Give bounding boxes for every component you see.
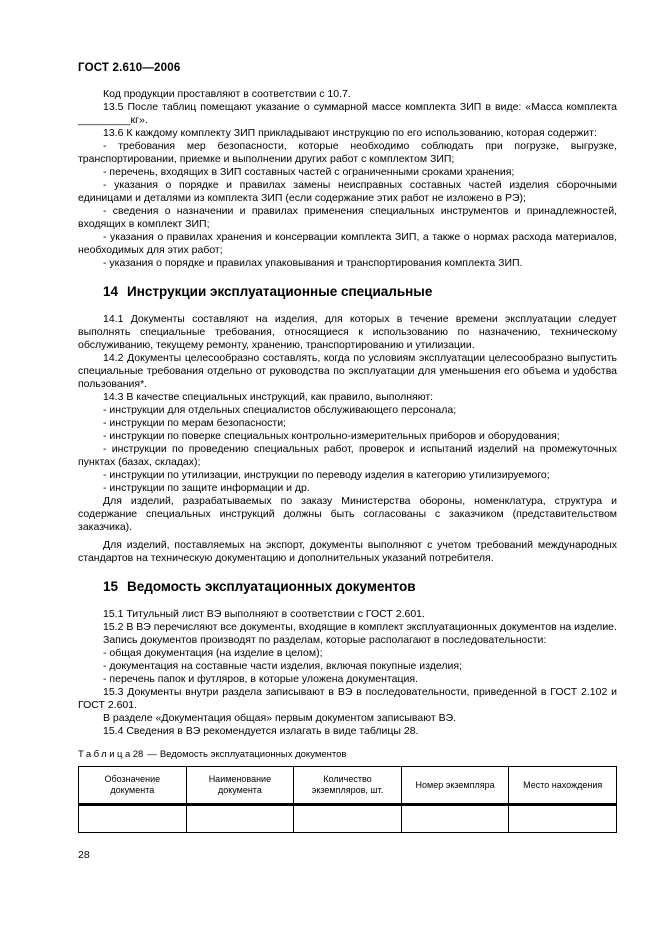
col-header-copy-number: Номер экземпляра [401,767,509,805]
list-item: - указания о правилах хранения и консервации комплекта ЗИП, а также о нормах расхода материалов, необходимых для этих работ; [78,231,617,256]
section-14-title: Инструкции эксплуатационные специальные [127,284,433,299]
table-caption-dash: — [147,749,157,760]
paragraph-defense-order: Для изделий, разрабатываемых по заказу Министерства обороны, номенклатура, структура и содержание специальных инструкций должны быть согласованы с заказчиком (представительством заказчика). [78,495,617,533]
list-item: - перечень папок и футляров, в которые уложена документация. [103,673,418,685]
section-15-heading [78,579,617,595]
paragraph-14-2: 14.2 Документы целесообразно составлять, когда по условиям эксплуатации целесообразно выпустить специальные требования отдельно от руководства по эксплуатации для уменьшения его объема и удобства пользования*. [78,352,617,390]
section-15-number: 15 [103,579,119,594]
list-item: - документация на составные части изделия, включая покупные изделия; [103,660,462,672]
list-item: - указания о порядке и правилах замены неисправных составных частей изделия сборочными единицами и деталями из комплекта ЗИП (если содержание этих работ не изложено в РЭ); [78,179,617,204]
document-number-header: ГОСТ 2.610—2006 [78,62,181,74]
cell-designation [79,805,187,833]
paragraph-14-3: 14.3 В качестве специальных инструкций, как правило, выполняют: [103,391,434,403]
table-caption-title: Ведомость эксплуатационных документов [159,749,347,760]
col-header-name: Наименование документа [186,767,294,805]
table-header-row [79,767,617,805]
paragraph-14-1: 14.1 Документы составляют на изделия, для которых в течение времени эксплуатации следует выполнять специальные требования, относящиеся к использованию по назначению, техническому обслуживанию, текущему ремонту, хранению, транспортированию и утилизации. [78,313,617,351]
col-header-designation: Обозначение документа [79,767,187,805]
list-item: - инструкции по мерам безопасности; [103,417,286,429]
paragraph-13-5: 13.5 После таблиц помещают указание о суммарной массе комплекта ЗИП в виде: «Масса комплекта _________кг». [78,101,617,126]
list-item: - инструкции по защите информации и др. [103,482,310,494]
cell-name [186,805,294,833]
paragraph-15-3: 15.3 Документы внутри раздела записывают в ВЭ в последовательности, приведенной в ГОСТ 2.102 и ГОСТ 2.601. [78,686,617,711]
paragraph-13-6: 13.6 К каждому комплекту ЗИП прикладывают инструкцию по его использованию, которая содержит: [103,127,597,139]
table-28-header [79,767,617,805]
list-item: - указания о порядке и правилах упаковывания и транспортирования комплекта ЗИП. [103,257,523,269]
page-number: 28 [78,849,90,861]
paragraph-record-order: Запись документов производят по разделам, которые располагают в последовательности: [103,634,547,646]
section-14-number: 14 [103,284,119,299]
list-item: - инструкции по утилизации, инструкции по переводу изделия в категорию утилизируемого; [103,469,550,481]
list-item: - инструкции для отдельных специалистов обслуживающего персонала; [103,404,457,416]
col-header-location: Место нахождения [509,767,617,805]
section-14-heading [78,284,617,300]
paragraph-code: Код продукции проставляют в соответствии с 10.7. [103,88,351,100]
paragraph-15-4: 15.4 Сведения в ВЭ рекомендуется излагать в виде таблицы 28. [103,725,419,737]
cell-quantity [294,805,402,833]
list-item: - инструкции по проведению специальных работ, проверок и испытаний изделий на промежуточных пунктах (базах, складах); [78,443,617,468]
paragraph-export: Для изделий, поставляемых на экспорт, документы выполняют с учетом требований международных стандартов на техническую документацию и дополнительных указаний потребителя. [78,539,617,564]
table-28 [78,766,617,833]
table-row [79,805,617,833]
table-28-body [79,805,617,833]
col-header-quantity: Количество экземпляров, шт. [294,767,402,805]
table-28-caption [78,749,617,761]
table-caption-number: 28 [132,749,144,760]
paragraph-15-2: 15.2 В ВЭ перечисляют все документы, входящие в комплект эксплуатационных документов на изделие. [103,621,617,633]
list-item: - сведения о назначении и правилах применения специальных инструментов и принадлежностей, входящих в комплект ЗИП; [78,205,617,230]
paragraph-ve-first: В разделе «Документация общая» первым документом записывают ВЭ. [103,712,457,724]
cell-location [509,805,617,833]
page-content [78,88,617,861]
list-item: - перечень, входящих в ЗИП составных частей с ограниченными сроками хранения; [103,166,515,178]
section-15-title: Ведомость эксплуатационных документов [127,579,416,594]
cell-copy-number [401,805,509,833]
paragraph-15-1: 15.1 Титульный лист ВЭ выполняют в соответствии с ГОСТ 2.601. [103,608,425,620]
list-item: - инструкции по поверке специальных контрольно-измерительных приборов и оборудования; [103,430,560,442]
list-item: - общая документация (на изделие в целом); [103,647,323,659]
list-item: - требования мер безопасности, которые необходимо соблюдать при погрузке, выгрузке, транспортировании, приемке и выполнении других работ с комплектом ЗИП; [78,140,617,165]
table-caption-word: Таблица [78,749,133,760]
